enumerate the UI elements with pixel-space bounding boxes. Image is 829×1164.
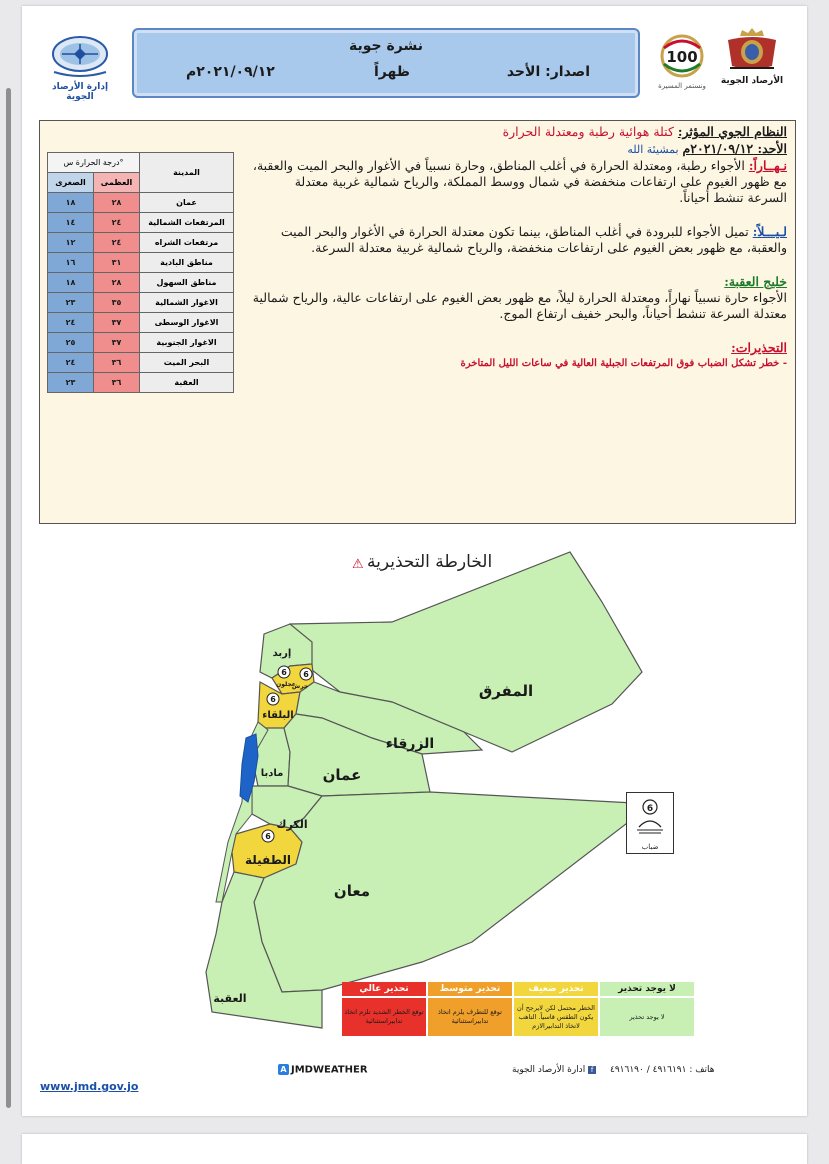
crest-logo: [712, 26, 792, 92]
facebook-icon: f: [588, 1066, 596, 1074]
temperature-row: [48, 373, 234, 393]
max-temp: ٢٤: [94, 213, 140, 233]
svg-text:6: 6: [281, 668, 287, 677]
city-name: مناطق البادية: [140, 253, 234, 273]
temperature-table: [47, 152, 234, 393]
label-amman: عمان: [322, 766, 362, 784]
min-temp: ١٨: [48, 273, 94, 293]
issue-time: ظهراً: [374, 64, 410, 80]
legend-high-head: تحذير عالي: [342, 982, 426, 996]
min-temp: ٢٣: [48, 373, 94, 393]
temperature-row: [48, 333, 234, 353]
svg-text:6: 6: [265, 832, 271, 841]
label-madaba: مادبا: [260, 768, 284, 779]
warnings-text: - خطر تشكل الضباب فوق المرتفعات الجبلية العالية في ساعات الليل المتاخرة: [460, 358, 787, 369]
temperature-row: [48, 313, 234, 333]
royal-crest-icon: [712, 26, 792, 74]
min-temp: ١٦: [48, 253, 94, 273]
min-temp: ١٢: [48, 233, 94, 253]
warning-legend: [342, 982, 696, 1040]
weather-system-line: [252, 123, 787, 140]
legend-low-head: تحذير ضعيف: [514, 982, 598, 996]
temperature-row: [48, 193, 234, 213]
day-forecast: [252, 158, 787, 206]
max-temp: ٢٨: [94, 273, 140, 293]
min-header: الصغرى: [48, 173, 94, 193]
city-name: العقبة: [140, 373, 234, 393]
fog-badge-number: 6: [646, 804, 654, 814]
city-name: الاغوار الشمالية: [140, 293, 234, 313]
jmd-emblem-icon: [40, 30, 120, 82]
phone-numbers: هاتف : ٤٩١٦١٩١ / ٤٩١٦١٩٠: [610, 1065, 715, 1075]
app-handle[interactable]: [278, 1064, 368, 1076]
legend-medium-head: تحذير متوسط: [428, 982, 512, 996]
header-banner: [132, 28, 640, 98]
label-balqa: البلقاء: [262, 710, 294, 721]
forecast-text: [252, 123, 787, 369]
min-temp: ٢٣: [48, 293, 94, 313]
max-header: العظمى: [94, 173, 140, 193]
jmd-logo: [40, 30, 120, 100]
city-name: الاغوار الجنوبية: [140, 333, 234, 353]
label-irbid: إربد: [272, 648, 292, 659]
min-temp: ١٤: [48, 213, 94, 233]
warning-map: [172, 542, 652, 1032]
jmd-logo-text: إدارة الأرصاد الجوية: [51, 82, 109, 102]
fog-icon: [627, 793, 673, 839]
night-forecast: [252, 224, 787, 256]
bulletin-page: [22, 6, 807, 1116]
temperature-row: [48, 253, 234, 273]
max-temp: ٢٨: [94, 193, 140, 213]
city-name: البحر الميت: [140, 353, 234, 373]
svg-text:6: 6: [303, 670, 309, 679]
temperature-row: [48, 293, 234, 313]
next-page: [22, 1134, 807, 1164]
max-temp: ٣٧: [94, 333, 140, 353]
degree-header: درجة الحرارة س°: [48, 153, 140, 173]
min-temp: ٢٤: [48, 313, 94, 333]
warnings-label: التحذيرات:: [731, 340, 787, 355]
max-temp: ٣٥: [94, 293, 140, 313]
label-karak: الكرك: [276, 818, 308, 831]
website-link[interactable]: www.jmd.gov.jo: [40, 1080, 139, 1093]
forecast-date: الأحد: ٢٠٢١/٠٩/١٢م: [682, 141, 787, 156]
city-header: المدينة: [140, 153, 234, 193]
night-text: تميل الأجواء للبرودة في أغلب المناطق، بينما تكون معتدلة الحرارة في الأغوار والبحر الميت والعقبة، مع ظهور بعض الغيوم على ارتفاعات منخفضة، والرياح شمالية غربية معتدلة السرعة.: [280, 224, 787, 255]
centennial-text: ونستمر المسيرة: [658, 82, 706, 90]
temperature-row: [48, 213, 234, 233]
day-text: الأجواء رطبة، ومعتدلة الحرارة في أغلب المناطق، وحارة نسبياً في الأغوار والبحر الميت والعقبة، مع ظهور الغيوم على ارتفاعات منخفضة في شمال ووسط المملكة، والرياح شمالية غربية معتدلة السرعة تنشط أحياناً.: [252, 158, 787, 205]
label-jerash: جرش: [291, 683, 309, 690]
label-zarqa: الزرقاء: [385, 736, 435, 752]
max-temp: ٣٦: [94, 353, 140, 373]
forecast-date-line: [252, 140, 787, 158]
city-name: مناطق السهول: [140, 273, 234, 293]
bulletin-title: نشرة جوية: [349, 38, 423, 54]
fog-badge-jerash-icon: [300, 668, 312, 680]
min-temp: ٢٤: [48, 353, 94, 373]
max-temp: ٣٦: [94, 373, 140, 393]
fog-badge-ajloun-icon: [278, 666, 290, 678]
bulletin-box: [39, 120, 796, 524]
city-name: عمان: [140, 193, 234, 213]
max-temp: ٣٧: [94, 313, 140, 333]
min-temp: ٢٥: [48, 333, 94, 353]
city-name: الاغوار الوسطى: [140, 313, 234, 333]
centennial-100-icon: [652, 32, 712, 82]
weather-system-label: النظام الجوي المؤثر:: [677, 124, 787, 139]
fog-legend-box: [626, 792, 674, 854]
label-ajloun: عجلون: [276, 681, 296, 688]
centennial-logo: [652, 32, 712, 92]
temperature-row: [48, 273, 234, 293]
max-temp: ٢٤: [94, 233, 140, 253]
city-name: مرتفعات الشراه: [140, 233, 234, 253]
day-label: نـهــاراً:: [748, 158, 787, 173]
fog-badge-tafila-icon: [262, 830, 274, 842]
app-store-icon: A: [278, 1064, 289, 1075]
label-maan: معان: [333, 882, 371, 900]
map-title: الخارطة التحذيرية: [367, 552, 493, 572]
social-handle-text: ادارة الأرصاد الجوية: [512, 1065, 586, 1075]
legend-none-head: لا يوجد تحذير: [600, 982, 694, 996]
temperature-row: [48, 353, 234, 373]
aqaba-forecast: [252, 274, 787, 322]
scrollbar[interactable]: [6, 88, 11, 1108]
temperature-row: [48, 233, 234, 253]
app-handle-text: JMDWEATHER: [291, 1064, 368, 1076]
weather-system-value: كتلة هوائية رطبة ومعتدلة الحرارة: [502, 124, 674, 139]
svg-text:100: 100: [666, 48, 698, 66]
legend-medium-text: توقع للتطرف يلزم اتخاذ تدابيراستثنائية: [428, 998, 512, 1036]
issue-day: اصدار: الأحد: [506, 64, 590, 80]
aqaba-label: خليج العقبة:: [724, 274, 787, 289]
issue-date: ٢٠٢١/٠٩/١٢م: [186, 64, 275, 80]
forecast-date-suffix: بمشيئة الله: [627, 143, 679, 156]
social-handle[interactable]: [512, 1065, 596, 1075]
svg-text:6: 6: [270, 695, 276, 704]
city-name: المرتفعات الشمالية: [140, 213, 234, 233]
fog-badge-balqa-icon: [267, 693, 279, 705]
night-label: لـيـــلاً:: [752, 224, 787, 239]
min-temp: ١٨: [48, 193, 94, 213]
fog-caption: ضباب: [641, 843, 659, 851]
label-tafila: الطفيلة: [244, 853, 292, 867]
aqaba-text: الأجواء حارة نسبياً نهاراً، ومعتدلة الحرارة ليلاً، مع ظهور بعض الغيوم على ارتفاعات عالية، والرياح شمالية معتدلة السرعة تنشط أحياناً، والبحر خفيف ارتفاع الموج.: [252, 290, 787, 321]
label-aqaba: العقبة: [213, 992, 247, 1005]
crest-text: الأرصاد الجوية: [720, 76, 784, 86]
legend-low-text: الخطر محتمل لكن لايرجح أن يكون الطقس قاسياً. التاهب لاتخاذ التدابيرالازم: [514, 998, 598, 1036]
warnings-section: [252, 340, 787, 356]
legend-high-text: توقع الخطر الشديد تلزم اتخاذ تدابيراستثنائية: [342, 998, 426, 1036]
max-temp: ٣١: [94, 253, 140, 273]
region-maan: [254, 792, 652, 992]
warning-triangle-icon: ⚠: [352, 557, 364, 572]
label-mafraq: المفرق: [478, 682, 534, 700]
legend-none-text: لا يوجد تحذير: [600, 998, 694, 1036]
